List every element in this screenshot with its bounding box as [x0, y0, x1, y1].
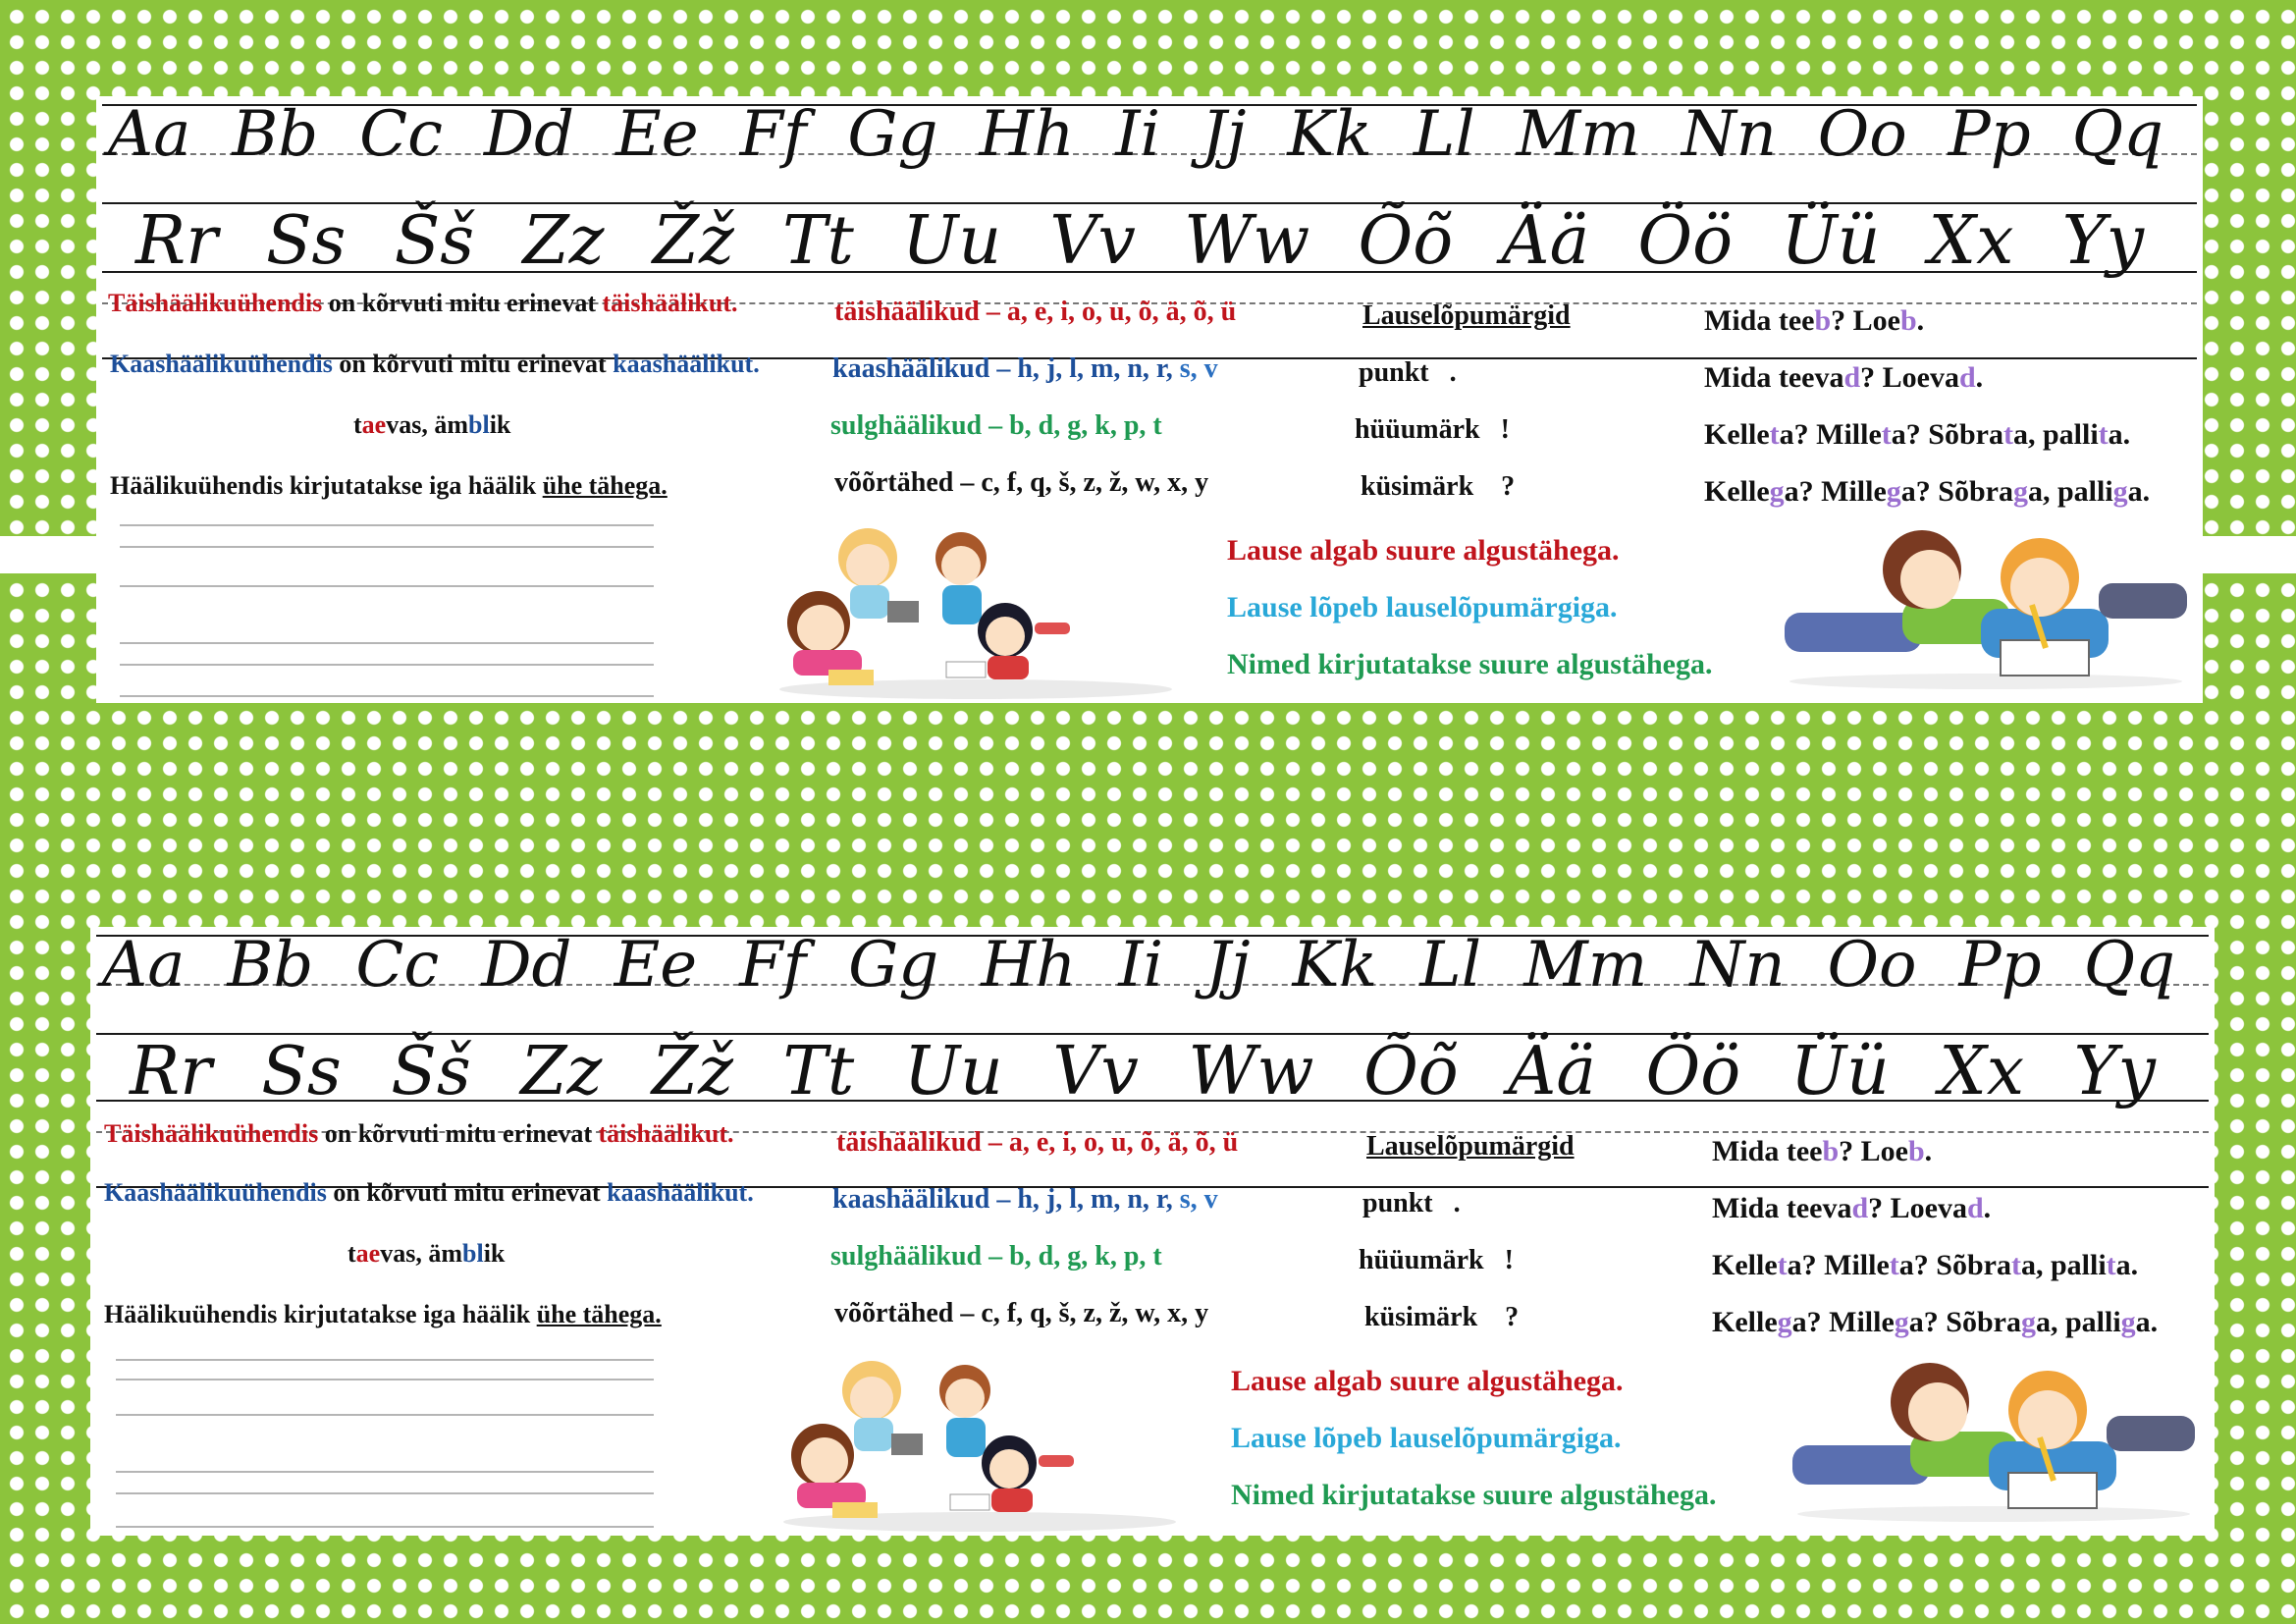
writing-line: [120, 524, 654, 526]
consonant-combination-definition: Kaashäälikuühendis on kõrvuti mitu erinevat kaashäälikut.: [104, 1178, 754, 1207]
kids-lying-reading-illustration: [1783, 1347, 2205, 1524]
question-example: Kellega? Millega? Sõbraga, palliga.: [1704, 475, 2151, 508]
combination-writing-rule: Häälikuühendis kirjutatakse iga häälik ühe tähega.: [104, 1300, 662, 1328]
consonants-list: kaashäälikud – h, j, l, m, n, r, s, v: [832, 1184, 1218, 1215]
writing-line: [116, 1492, 654, 1494]
writing-line: [116, 1359, 654, 1361]
question-example: Mida teeb? Loeb.: [1712, 1135, 1933, 1167]
consonants-list: kaashäälikud – h, j, l, m, n, r, s, v: [832, 353, 1218, 384]
sentence-rule: Nimed kirjutatakse suure algustähega.: [1231, 1479, 1717, 1511]
foreign-letters-list: võõrtähed – c, f, q, š, z, ž, w, x, y: [834, 467, 1209, 498]
children-reading-illustration: [760, 514, 1192, 701]
consonant-combination-definition: Kaashäälikuühendis on kõrvuti mitu erinevat kaashäälikut.: [110, 350, 760, 378]
writing-line: [120, 695, 654, 697]
stop-consonants-list: sulghäälikud – b, d, g, k, p, t: [830, 410, 1162, 441]
punctuation-item: küsimärk ?: [1361, 471, 1516, 502]
foreign-letters-list: võõrtähed – c, f, q, š, z, ž, w, x, y: [834, 1298, 1209, 1328]
sentence-rule: Lause algab suure algustähega.: [1231, 1365, 1624, 1397]
writing-line: [120, 642, 654, 644]
punctuation-item: küsimärk ?: [1364, 1302, 1520, 1332]
writing-line: [116, 1471, 654, 1473]
question-example: Mida teevad? Loevad.: [1712, 1192, 1992, 1224]
vowels-list: täishäälikud – a, e, i, o, u, õ, ä, õ, ü: [834, 297, 1237, 327]
sentence-rule: Lause lõpeb lauselõpumärgiga.: [1231, 1422, 1622, 1454]
punctuation-item: punkt .: [1359, 357, 1457, 388]
alphabet-strip-1: [96, 96, 2203, 703]
combination-examples: taevas, ämblik: [353, 410, 511, 439]
punctuation-title: Lauselõpumärgid: [1366, 1131, 1575, 1162]
vowels-list: täishäälikud – a, e, i, o, u, õ, ä, õ, ü: [836, 1127, 1239, 1158]
writing-line: [120, 664, 654, 666]
writing-line: [116, 1379, 654, 1380]
question-example: Mida teeb? Loeb.: [1704, 304, 1925, 337]
combination-examples: taevas, ämblik: [347, 1239, 506, 1268]
question-example: Mida teevad? Loevad.: [1704, 361, 1984, 394]
punctuation-item: hüüumärk !: [1359, 1245, 1514, 1275]
punctuation-item: hüüumärk !: [1355, 414, 1510, 445]
cursive-alphabet-row-2: Rr Ss Šš Zz Žž Tt Uu Vv Ww Õõ Ää Öö Üü Xx Yy: [130, 1033, 2156, 1110]
question-example: Kelleta? Milleta? Sõbrata, pallita.: [1712, 1249, 2139, 1281]
punctuation-item: punkt .: [1362, 1188, 1461, 1218]
sentence-rule: Nimed kirjutatakse suure algustähega.: [1227, 648, 1713, 680]
stop-consonants-list: sulghäälikud – b, d, g, k, p, t: [830, 1241, 1162, 1272]
vowel-combination-definition: Täishäälikuühendis on kõrvuti mitu erinevat täishäälikut.: [108, 289, 738, 317]
question-example: Kellega? Millega? Sõbraga, palliga.: [1712, 1306, 2159, 1338]
writing-line: [116, 1414, 654, 1416]
cursive-alphabet-row-1: Aa Bb Cc Dd Ee Ff Gg Hh Ii Jj Kk Ll Mm Nn Oo Pp Qq: [108, 98, 2163, 171]
cursive-alphabet-row-1: Aa Bb Cc Dd Ee Ff Gg Hh Ii Jj Kk Ll Mm Nn Oo Pp Qq: [102, 929, 2175, 1001]
writing-line: [116, 1526, 654, 1528]
question-example: Kelleta? Milleta? Sõbrata, pallita.: [1704, 418, 2131, 451]
children-reading-illustration: [764, 1347, 1196, 1534]
alphabet-strip-2: [90, 927, 2215, 1536]
cursive-alphabet-row-2: Rr Ss Šš Zz Žž Tt Uu Vv Ww Õõ Ää Öö Üü Xx Yy: [135, 202, 2144, 280]
writing-line: [120, 585, 654, 587]
vowel-combination-definition: Täishäälikuühendis on kõrvuti mitu erinevat täishäälikut.: [104, 1119, 734, 1148]
sentence-rule: Lause algab suure algustähega.: [1227, 534, 1620, 567]
combination-writing-rule: Häälikuühendis kirjutatakse iga häälik ühe tähega.: [110, 471, 667, 500]
sentence-rule: Lause lõpeb lauselõpumärgiga.: [1227, 591, 1618, 623]
kids-lying-reading-illustration: [1775, 514, 2197, 691]
punctuation-title: Lauselõpumärgid: [1362, 300, 1571, 331]
writing-line: [120, 546, 654, 548]
